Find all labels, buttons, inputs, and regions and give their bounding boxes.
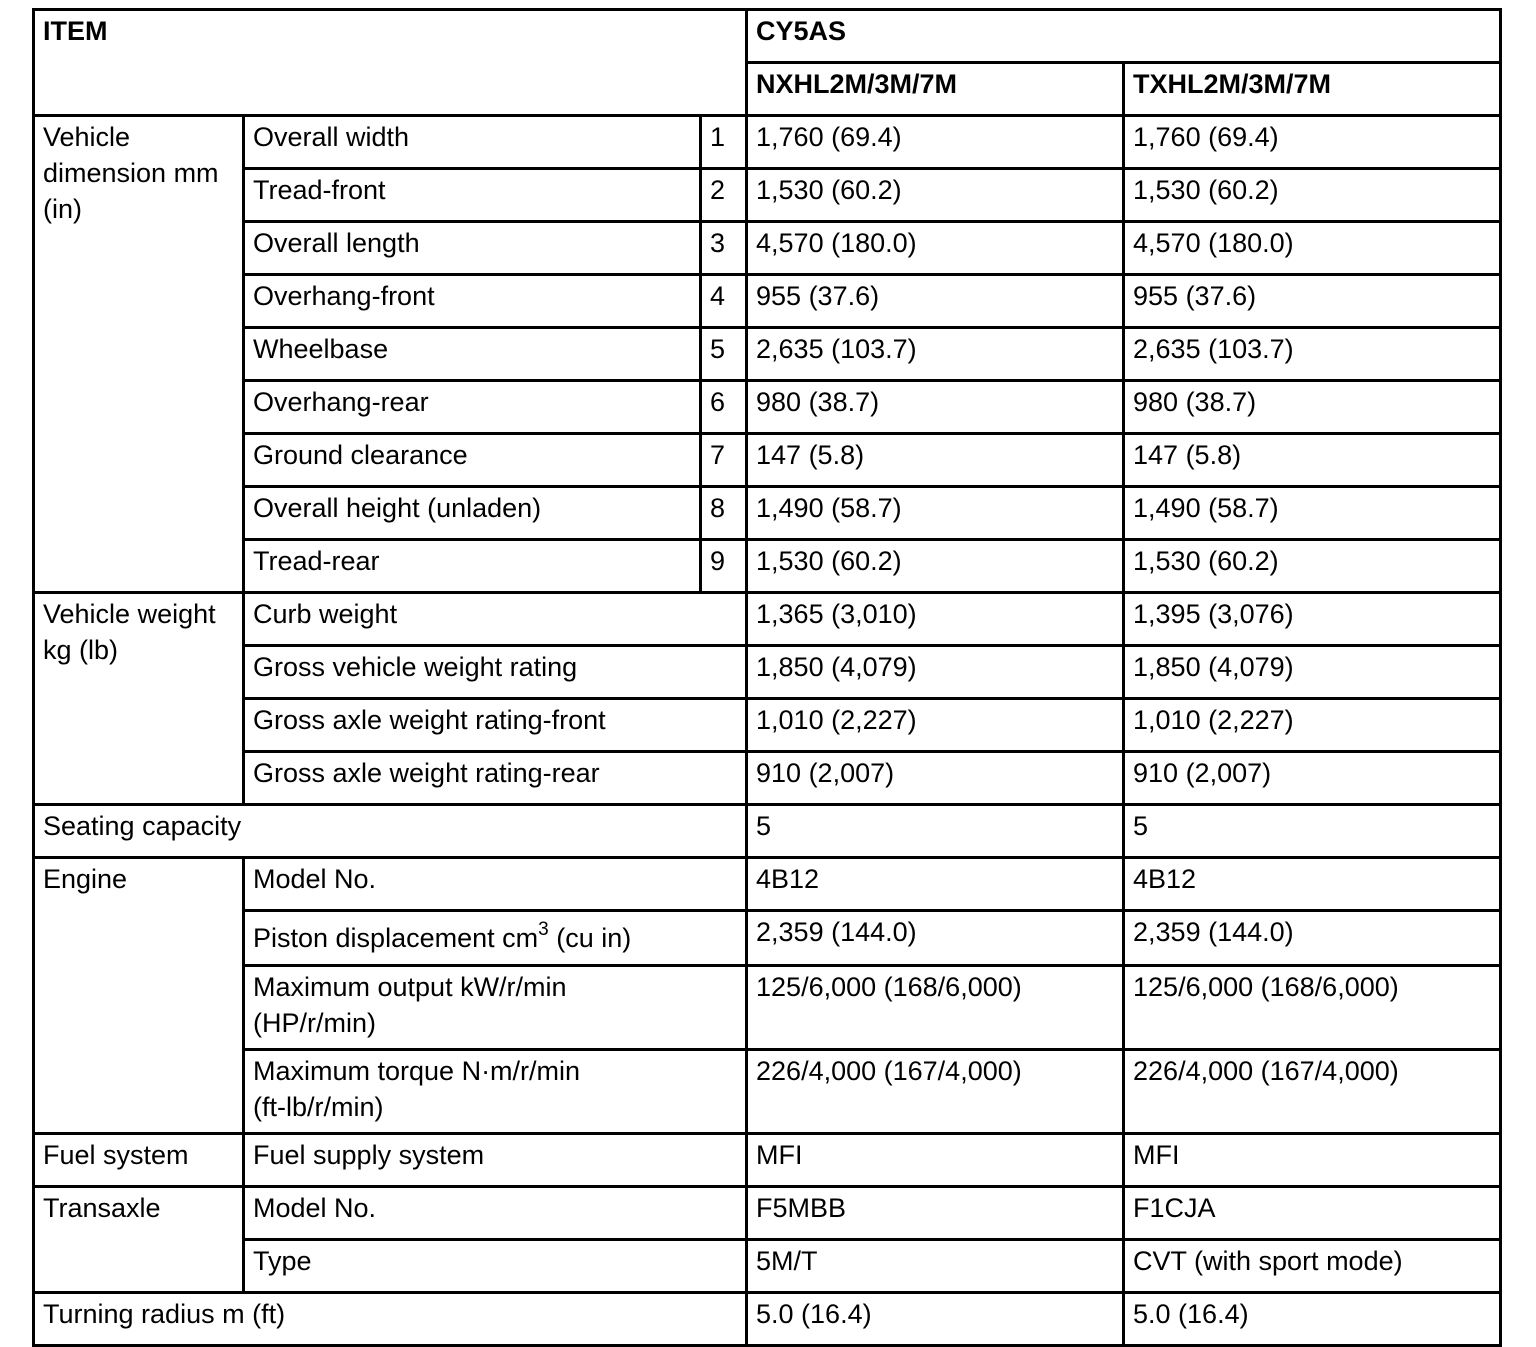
row-number: 4 — [701, 275, 747, 328]
table-row — [34, 805, 1501, 858]
value-a: 125/6,000 (168/6,000) — [747, 966, 1124, 1050]
value-b: 910 (2,007) — [1124, 752, 1501, 805]
row-number: 9 — [701, 540, 747, 593]
value-a: 980 (38.7) — [747, 381, 1124, 434]
specifications-table — [32, 8, 1502, 1347]
value-a: 955 (37.6) — [747, 275, 1124, 328]
table-row — [34, 1293, 1501, 1346]
value-b: 1,760 (69.4) — [1124, 116, 1501, 169]
row-label: Ground clearance — [244, 434, 701, 487]
table-row — [34, 1050, 1501, 1134]
value-b: MFI — [1124, 1134, 1501, 1187]
fuel-group-label: Fuel system — [34, 1134, 244, 1187]
item-header: ITEM — [34, 10, 747, 116]
table-row — [34, 1187, 1501, 1240]
row-label: Tread-front — [244, 169, 701, 222]
weight-group-label: Vehicle weight kg (lb) — [34, 593, 244, 805]
table-row — [34, 858, 1501, 911]
engine-group-label: Engine — [34, 858, 244, 1134]
row-label: Gross axle weight rating-rear — [244, 752, 747, 805]
value-a: 910 (2,007) — [747, 752, 1124, 805]
value-b: F1CJA — [1124, 1187, 1501, 1240]
label-line: (HP/r/min) — [253, 1008, 376, 1038]
value-b: CVT (with sport mode) — [1124, 1240, 1501, 1293]
row-label: Gross axle weight rating-front — [244, 699, 747, 752]
row-number: 1 — [701, 116, 747, 169]
row-label: Tread-rear — [244, 540, 701, 593]
dimension-group-label: Vehicle dimension mm (in) — [34, 116, 244, 593]
value-b: 2,635 (103.7) — [1124, 328, 1501, 381]
label-superscript: 3 — [538, 919, 549, 940]
value-b: 1,010 (2,227) — [1124, 699, 1501, 752]
row-label: Curb weight — [244, 593, 747, 646]
header-row — [34, 10, 1501, 63]
row-label — [244, 1050, 747, 1134]
table-row — [34, 434, 1501, 487]
value-a: 147 (5.8) — [747, 434, 1124, 487]
table-row — [34, 1134, 1501, 1187]
row-label: Overhang-rear — [244, 381, 701, 434]
row-number: 6 — [701, 381, 747, 434]
column-b-header: TXHL2M/3M/7M — [1124, 63, 1501, 116]
row-number: 3 — [701, 222, 747, 275]
value-a: 1,010 (2,227) — [747, 699, 1124, 752]
value-b: 5 — [1124, 805, 1501, 858]
row-number: 8 — [701, 487, 747, 540]
row-label: Fuel supply system — [244, 1134, 747, 1187]
label-line: Maximum output kW/r/min — [253, 972, 567, 1002]
row-label: Type — [244, 1240, 747, 1293]
row-number: 5 — [701, 328, 747, 381]
value-a: 1,850 (4,079) — [747, 646, 1124, 699]
label-text: Piston displacement cm — [253, 923, 539, 953]
value-a: 5M/T — [747, 1240, 1124, 1293]
value-a: 4B12 — [747, 858, 1124, 911]
value-a: 2,359 (144.0) — [747, 911, 1124, 966]
value-b: 1,395 (3,076) — [1124, 593, 1501, 646]
row-label: Wheelbase — [244, 328, 701, 381]
table-row — [34, 116, 1501, 169]
row-number: 2 — [701, 169, 747, 222]
value-a: 1,530 (60.2) — [747, 169, 1124, 222]
row-label: Overall length — [244, 222, 701, 275]
column-a-header: NXHL2M/3M/7M — [747, 63, 1124, 116]
row-label: Overall height (unladen) — [244, 487, 701, 540]
table-row — [34, 911, 1501, 966]
table-row — [34, 487, 1501, 540]
value-a: 2,635 (103.7) — [747, 328, 1124, 381]
value-b: 980 (38.7) — [1124, 381, 1501, 434]
seating-label: Seating capacity — [34, 805, 747, 858]
value-b: 2,359 (144.0) — [1124, 911, 1501, 966]
value-b: 1,530 (60.2) — [1124, 540, 1501, 593]
table-row — [34, 328, 1501, 381]
value-a: 1,365 (3,010) — [747, 593, 1124, 646]
value-a: 226/4,000 (167/4,000) — [747, 1050, 1124, 1134]
value-a: 1,490 (58.7) — [747, 487, 1124, 540]
table-row — [34, 222, 1501, 275]
table-row — [34, 1240, 1501, 1293]
value-b: 5.0 (16.4) — [1124, 1293, 1501, 1346]
table-row — [34, 275, 1501, 328]
row-label: Overall width — [244, 116, 701, 169]
value-b: 1,530 (60.2) — [1124, 169, 1501, 222]
value-b: 147 (5.8) — [1124, 434, 1501, 487]
label-text: (cu in) — [548, 923, 632, 953]
table-row — [34, 381, 1501, 434]
transaxle-group-label: Transaxle — [34, 1187, 244, 1293]
table-row — [34, 752, 1501, 805]
label-line: Maximum torque N·m/r/min — [253, 1056, 581, 1086]
model-header: CY5AS — [747, 10, 1501, 63]
table-row — [34, 169, 1501, 222]
value-a: 4,570 (180.0) — [747, 222, 1124, 275]
row-label: Gross vehicle weight rating — [244, 646, 747, 699]
label-line: (ft-lb/r/min) — [253, 1092, 384, 1122]
value-a: 1,530 (60.2) — [747, 540, 1124, 593]
value-b: 226/4,000 (167/4,000) — [1124, 1050, 1501, 1134]
table-row — [34, 646, 1501, 699]
turning-label: Turning radius m (ft) — [34, 1293, 747, 1346]
value-a: 5.0 (16.4) — [747, 1293, 1124, 1346]
row-number: 7 — [701, 434, 747, 487]
value-a: 5 — [747, 805, 1124, 858]
value-a: 1,760 (69.4) — [747, 116, 1124, 169]
table-row — [34, 593, 1501, 646]
value-b: 4,570 (180.0) — [1124, 222, 1501, 275]
table-row — [34, 966, 1501, 1050]
value-b: 1,850 (4,079) — [1124, 646, 1501, 699]
value-b: 125/6,000 (168/6,000) — [1124, 966, 1501, 1050]
value-b: 955 (37.6) — [1124, 275, 1501, 328]
row-label — [244, 966, 747, 1050]
row-label: Model No. — [244, 858, 747, 911]
row-label: Model No. — [244, 1187, 747, 1240]
value-b: 4B12 — [1124, 858, 1501, 911]
value-a: F5MBB — [747, 1187, 1124, 1240]
table-row — [34, 540, 1501, 593]
value-b: 1,490 (58.7) — [1124, 487, 1501, 540]
row-label — [244, 911, 747, 966]
value-a: MFI — [747, 1134, 1124, 1187]
table-row — [34, 699, 1501, 752]
row-label: Overhang-front — [244, 275, 701, 328]
